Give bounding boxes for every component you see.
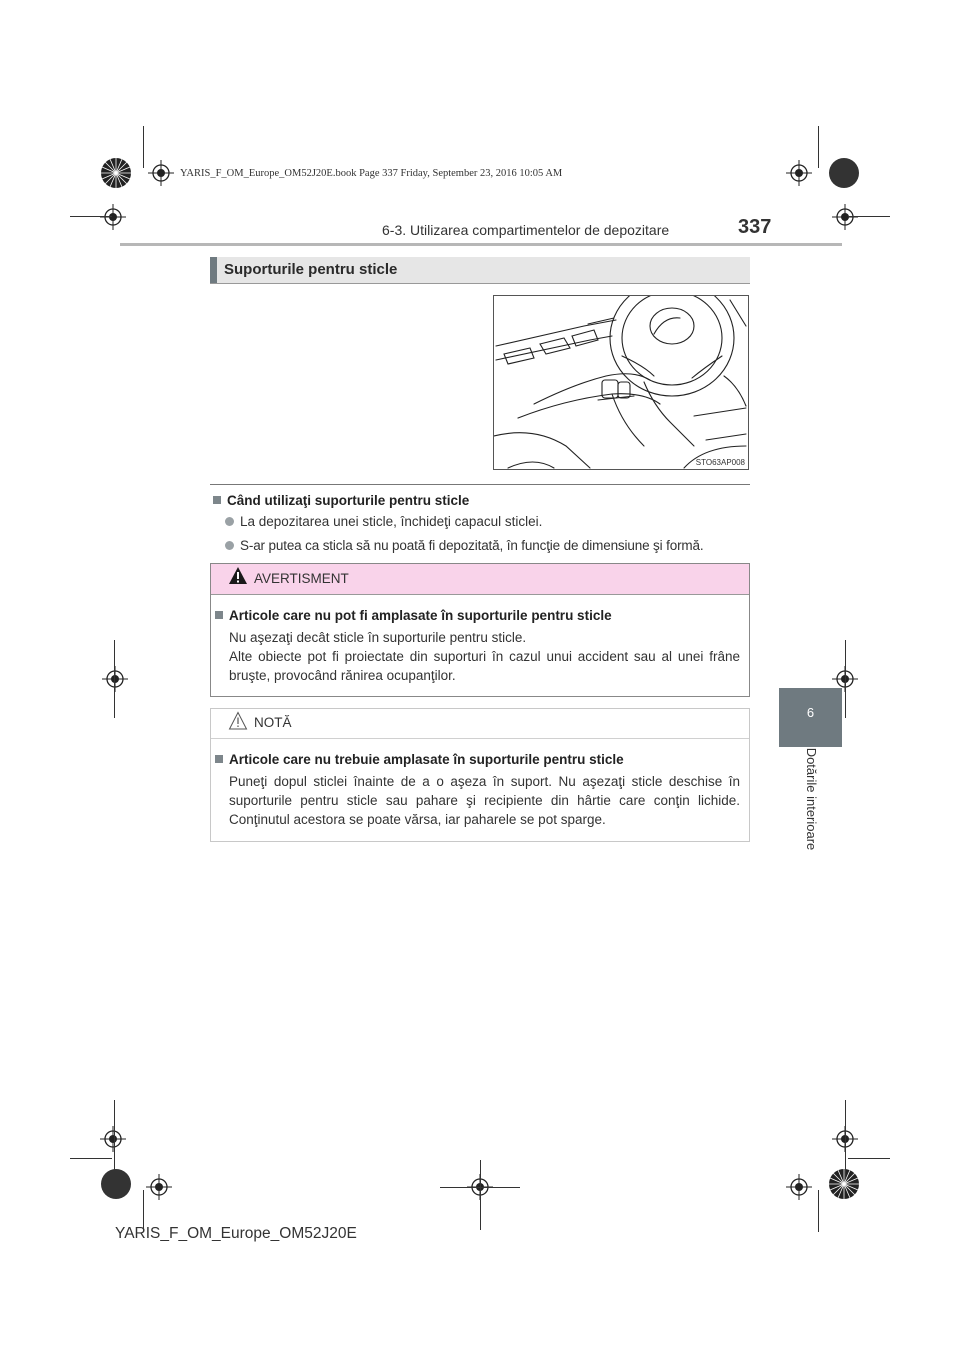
solid-disc-mark-icon <box>100 1168 132 1200</box>
note-header-rule <box>211 738 749 739</box>
note-heading-text: Articole care nu trebuie amplasate în suporturile pentru sticle <box>229 752 624 767</box>
crosshair-mark-icon <box>102 666 128 692</box>
note-label: NOTĂ <box>254 715 292 730</box>
header-section-path: 6-3. Utilizarea compartimentelor de depozitare <box>382 222 670 238</box>
warning-heading-text: Articole care nu pot fi amplasate în suporturile pentru sticle <box>229 608 612 623</box>
warning-label: AVERTISMENT <box>254 571 349 586</box>
usage-bullet-text: La depozitarea unei sticle, închideţi capacul sticlei. <box>240 514 543 529</box>
crosshair-mark-icon <box>100 1126 126 1152</box>
crosshair-mark-icon <box>100 204 126 230</box>
warning-heading <box>215 608 612 623</box>
square-bullet-icon <box>215 611 223 619</box>
subsection-rule <box>210 484 750 485</box>
note-body: Puneţi dopul sticlei înainte de a o aşeza în suport. Nu aşezaţi sticle deschise în suporturile pentru sticle sau pahare şi recipiente din hârtie care conţin lichide. Conţinutul acestora se poate vărsa, iar paharele se pot sparge. <box>229 774 740 827</box>
usage-bullet <box>225 538 703 553</box>
round-bullet-icon <box>225 517 234 526</box>
usage-bullet-text: S-ar putea ca sticla să nu poată fi depozitată, în funcţie de dimensiune şi formă. <box>240 538 704 553</box>
crosshair-mark-icon <box>832 204 858 230</box>
starburst-mark-icon <box>828 1168 860 1200</box>
book-info-line: YARIS_F_OM_Europe_OM52J20E.book Page 337 Friday, September 23, 2016 10:05 AM <box>180 168 563 179</box>
header-rule <box>120 243 842 246</box>
crosshair-mark-icon <box>148 160 174 186</box>
usage-heading-text: Când utilizaţi suporturile pentru sticle <box>227 493 470 508</box>
bottle-holder-illustration <box>493 295 749 470</box>
crosshair-mark-icon <box>786 160 812 186</box>
warning-body <box>229 628 740 685</box>
square-bullet-icon <box>215 755 223 763</box>
crosshair-mark-icon <box>786 1174 812 1200</box>
warning-body-line: Alte obiecte pot fi proiectate din suporturi în cazul unui accident sau al unei frâne bruşte, provocând rănirea ocupanţilor. <box>229 649 740 683</box>
chapter-number: 6 <box>806 705 815 720</box>
usage-heading <box>213 493 469 508</box>
section-title-underline <box>210 283 750 284</box>
starburst-mark-icon <box>100 157 132 189</box>
warning-body-line: Nu aşezaţi decât sticle în suporturile pentru sticle. <box>229 630 527 645</box>
solid-disc-mark-icon <box>828 157 860 189</box>
round-bullet-icon <box>225 541 234 550</box>
figure-code: STO63AP008 <box>695 458 745 467</box>
chapter-title: Dotările interioare <box>804 747 819 851</box>
square-bullet-icon <box>213 496 221 504</box>
page-number: 337 <box>738 216 772 238</box>
warning-triangle-icon <box>228 566 248 585</box>
caution-outline-triangle-icon <box>228 711 248 730</box>
dashboard-drawing <box>494 296 748 469</box>
usage-bullet <box>225 514 542 529</box>
footer-document-code: YARIS_F_OM_Europe_OM52J20E <box>115 1225 357 1242</box>
note-heading <box>215 752 624 767</box>
section-title: Suporturile pentru sticle <box>224 261 398 278</box>
crosshair-mark-icon <box>146 1174 172 1200</box>
